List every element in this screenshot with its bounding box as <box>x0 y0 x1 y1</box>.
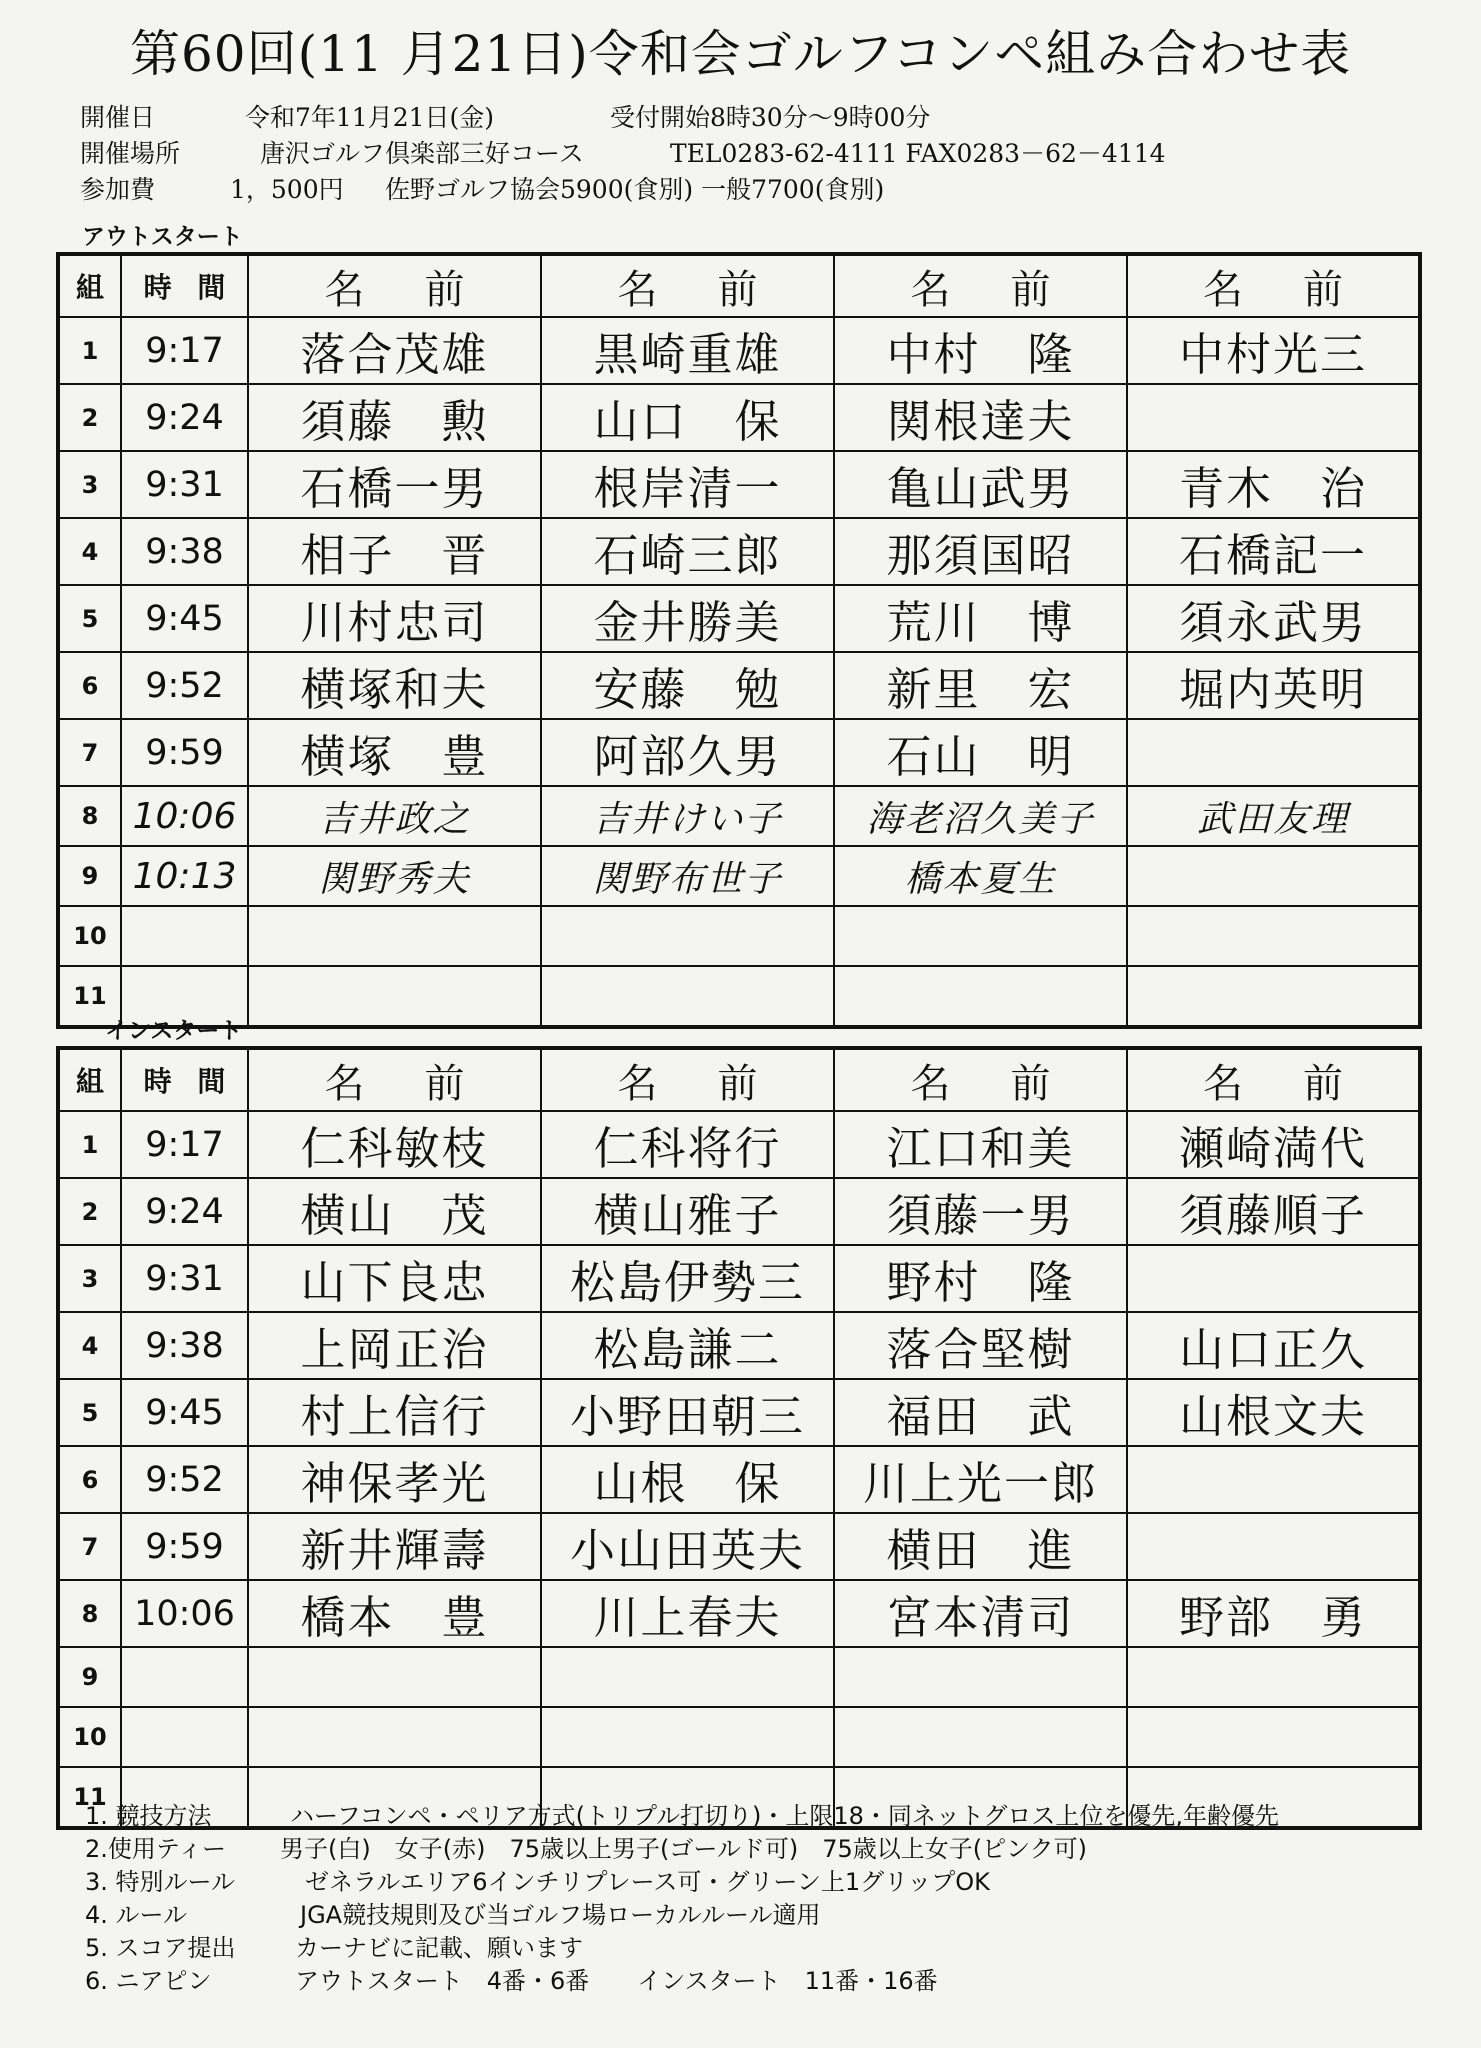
info-extra: 受付開始8時30分～9時00分 <box>610 103 931 132</box>
tee-time: 10:06 <box>121 786 248 846</box>
player-name: 横山雅子 <box>541 1178 834 1245</box>
player-name: 仁科敏枝 <box>248 1111 541 1178</box>
document-title: 第60回(11 月21日)令和会ゴルフコンペ組み合わせ表 <box>130 25 1352 83</box>
player-name: 中村光三 <box>1127 317 1420 384</box>
player-name: 仁科将行 <box>541 1111 834 1178</box>
player-name <box>1127 384 1420 451</box>
player-name: 瀬崎満代 <box>1127 1111 1420 1178</box>
player-name: 荒川 博 <box>834 585 1127 652</box>
table-row <box>58 719 1420 786</box>
table-row <box>58 1312 1420 1379</box>
header-time: 時 間 <box>121 254 248 317</box>
table-row <box>58 1446 1420 1513</box>
player-name: 根岸清一 <box>541 451 834 518</box>
player-name <box>248 1707 541 1767</box>
tee-time: 9:38 <box>121 518 248 585</box>
group-number: 5 <box>58 1379 121 1446</box>
player-name: 海老沼久美子 <box>834 786 1127 846</box>
player-name: 上岡正治 <box>248 1312 541 1379</box>
group-number: 6 <box>58 1446 121 1513</box>
player-name <box>834 1647 1127 1707</box>
table-row <box>58 786 1420 846</box>
player-name: 福田 武 <box>834 1379 1127 1446</box>
note-text: JGA競技規則及び当ゴルフ場ローカルルール適用 <box>300 1901 821 1929</box>
player-name: 須藤一男 <box>834 1178 1127 1245</box>
player-name <box>1127 1513 1420 1580</box>
player-name: 那須国昭 <box>834 518 1127 585</box>
player-name: 須永武男 <box>1127 585 1420 652</box>
tee-time: 9:38 <box>121 1312 248 1379</box>
group-number: 7 <box>58 1513 121 1580</box>
player-name: 山根文夫 <box>1127 1379 1420 1446</box>
player-name: 関根達夫 <box>834 384 1127 451</box>
player-name: 山口 保 <box>541 384 834 451</box>
table-row <box>58 585 1420 652</box>
note-text: アウトスタート 4番・6番 インスタート 11番・16番 <box>295 1967 938 1995</box>
group-number: 10 <box>58 906 121 966</box>
player-name: 黒崎重雄 <box>541 317 834 384</box>
player-name <box>834 1707 1127 1767</box>
player-name: 吉井けい子 <box>541 786 834 846</box>
player-name <box>1127 1707 1420 1767</box>
player-name <box>1127 719 1420 786</box>
tee-time: 9:17 <box>121 1111 248 1178</box>
player-name: 新井輝壽 <box>248 1513 541 1580</box>
table-row <box>58 518 1420 585</box>
player-name: 関野秀夫 <box>248 846 541 906</box>
header-time: 時 間 <box>121 1048 248 1111</box>
tee-time: 9:59 <box>121 1513 248 1580</box>
player-name <box>248 966 541 1027</box>
note-text: ハーフコンペ・ペリア方式(トリプル打切り)・上限18・同ネットグロス上位を優先,年齢優先 <box>290 1802 1280 1830</box>
group-number: 11 <box>58 966 121 1027</box>
tee-time <box>121 1647 248 1707</box>
group-number: 8 <box>58 786 121 846</box>
group-number: 10 <box>58 1707 121 1767</box>
group-number: 1 <box>58 317 121 384</box>
table-row <box>58 966 1420 1027</box>
player-name: 石橋記一 <box>1127 518 1420 585</box>
note-label: 3. 特別ルール <box>85 1868 236 1896</box>
note-label: 1. 競技方法 <box>85 1802 212 1830</box>
table-row <box>58 1707 1420 1767</box>
player-name: 新里 宏 <box>834 652 1127 719</box>
player-name <box>541 966 834 1027</box>
group-number: 2 <box>58 1178 121 1245</box>
table-row <box>58 1111 1420 1178</box>
player-name: 川村忠司 <box>248 585 541 652</box>
player-name <box>834 906 1127 966</box>
player-name: 松島謙二 <box>541 1312 834 1379</box>
table-row <box>58 846 1420 906</box>
group-number: 3 <box>58 1245 121 1312</box>
group-number: 4 <box>58 1312 121 1379</box>
table-row <box>58 317 1420 384</box>
player-name: 吉井政之 <box>248 786 541 846</box>
player-name <box>1127 1647 1420 1707</box>
player-name <box>1127 966 1420 1027</box>
tee-time: 9:24 <box>121 384 248 451</box>
header-name: 名前 <box>541 254 834 317</box>
player-name <box>541 1707 834 1767</box>
info-label: 参加費 <box>80 175 156 204</box>
player-name: 石橋一男 <box>248 451 541 518</box>
group-number: 3 <box>58 451 121 518</box>
header-name: 名前 <box>1127 1048 1420 1111</box>
table-row <box>58 906 1420 966</box>
player-name: 横塚 豊 <box>248 719 541 786</box>
note-label: 2.使用ティー <box>85 1835 226 1863</box>
player-name: 橋本夏生 <box>834 846 1127 906</box>
header-name: 名前 <box>541 1048 834 1111</box>
player-name: 石崎三郎 <box>541 518 834 585</box>
player-name: 松島伊勢三 <box>541 1245 834 1312</box>
player-name: 小山田英夫 <box>541 1513 834 1580</box>
player-name: 神保孝光 <box>248 1446 541 1513</box>
player-name: 武田友理 <box>1127 786 1420 846</box>
player-name: 山口正久 <box>1127 1312 1420 1379</box>
player-name: 山下良忠 <box>248 1245 541 1312</box>
player-name: 中村 隆 <box>834 317 1127 384</box>
tee-time: 9:52 <box>121 652 248 719</box>
tee-time: 10:13 <box>121 846 248 906</box>
player-name <box>248 906 541 966</box>
player-name: 石山 明 <box>834 719 1127 786</box>
out-start-table <box>56 252 1422 1029</box>
info-label: 開催日 <box>80 103 156 132</box>
player-name: 川上光一郎 <box>834 1446 1127 1513</box>
note-label: 5. スコア提出 <box>85 1934 236 1962</box>
player-name <box>1127 1245 1420 1312</box>
group-number: 5 <box>58 585 121 652</box>
tee-time: 10:06 <box>121 1580 248 1647</box>
player-name <box>541 906 834 966</box>
group-number: 4 <box>58 518 121 585</box>
header-name: 名前 <box>834 1048 1127 1111</box>
tee-time <box>121 906 248 966</box>
header-name: 名前 <box>1127 254 1420 317</box>
in-start-table <box>56 1046 1422 1830</box>
player-name: 横田 進 <box>834 1513 1127 1580</box>
player-name: 横山 茂 <box>248 1178 541 1245</box>
table-row <box>58 1647 1420 1707</box>
group-number: 1 <box>58 1111 121 1178</box>
tee-time: 9:17 <box>121 317 248 384</box>
player-name: 山根 保 <box>541 1446 834 1513</box>
player-name: 堀内英明 <box>1127 652 1420 719</box>
info-label: 開催場所 <box>80 139 181 168</box>
note-text: ゼネラルエリア6インチリプレース可・グリーン上1グリップOK <box>305 1868 990 1896</box>
player-name: 小野田朝三 <box>541 1379 834 1446</box>
player-name: 亀山武男 <box>834 451 1127 518</box>
note-text: カーナビに記載、願います <box>295 1934 583 1962</box>
player-name: 野部 勇 <box>1127 1580 1420 1647</box>
group-number: 8 <box>58 1580 121 1647</box>
tee-time: 9:24 <box>121 1178 248 1245</box>
tee-time: 9:59 <box>121 719 248 786</box>
info-extra: 佐野ゴルフ協会5900(食別) 一般7700(食別) <box>385 175 885 204</box>
table-row <box>58 384 1420 451</box>
player-name: 宮本清司 <box>834 1580 1127 1647</box>
group-number: 6 <box>58 652 121 719</box>
tee-time: 9:45 <box>121 1379 248 1446</box>
player-name: 阿部久男 <box>541 719 834 786</box>
player-name <box>834 966 1127 1027</box>
player-name: 須藤順子 <box>1127 1178 1420 1245</box>
out-start-label: アウトスタート <box>82 224 243 250</box>
table-row <box>58 1513 1420 1580</box>
table-row <box>58 451 1420 518</box>
table-row <box>58 1580 1420 1647</box>
group-number: 2 <box>58 384 121 451</box>
player-name: 横塚和夫 <box>248 652 541 719</box>
info-extra: TEL0283-62-4111 FAX0283－62－4114 <box>670 139 1166 168</box>
tee-time: 9:31 <box>121 451 248 518</box>
table-row <box>58 1178 1420 1245</box>
player-name: 須藤 勲 <box>248 384 541 451</box>
group-number: 9 <box>58 1647 121 1707</box>
header-group: 組 <box>58 254 121 317</box>
player-name <box>1127 1446 1420 1513</box>
header-name: 名前 <box>248 254 541 317</box>
player-name: 野村 隆 <box>834 1245 1127 1312</box>
tee-time: 9:31 <box>121 1245 248 1312</box>
header-group: 組 <box>58 1048 121 1111</box>
player-name: 村上信行 <box>248 1379 541 1446</box>
player-name: 落合堅樹 <box>834 1312 1127 1379</box>
player-name <box>541 1647 834 1707</box>
player-name: 金井勝美 <box>541 585 834 652</box>
note-label: 4. ルール <box>85 1901 188 1929</box>
info-value: 1，500円 <box>230 175 344 204</box>
player-name: 橋本 豊 <box>248 1580 541 1647</box>
group-number: 9 <box>58 846 121 906</box>
in-start-label: インスタート <box>105 1018 243 1044</box>
tee-time: 9:45 <box>121 585 248 652</box>
group-number: 11 <box>58 1767 121 1828</box>
group-number: 7 <box>58 719 121 786</box>
player-name <box>1127 906 1420 966</box>
player-name: 安藤 勉 <box>541 652 834 719</box>
player-name <box>1127 846 1420 906</box>
player-name: 川上春夫 <box>541 1580 834 1647</box>
info-value: 唐沢ゴルフ倶楽部三好コース <box>260 139 584 168</box>
info-value: 令和7年11月21日(金) <box>245 103 495 132</box>
player-name: 青木 治 <box>1127 451 1420 518</box>
table-row <box>58 1245 1420 1312</box>
player-name: 落合茂雄 <box>248 317 541 384</box>
note-text: 男子(白) 女子(赤) 75歳以上男子(ゴールド可) 75歳以上女子(ピンク可) <box>280 1835 1088 1863</box>
table-row <box>58 1379 1420 1446</box>
table-row <box>58 652 1420 719</box>
note-label: 6. ニアピン <box>85 1967 212 1995</box>
player-name: 江口和美 <box>834 1111 1127 1178</box>
player-name <box>248 1647 541 1707</box>
player-name: 関野布世子 <box>541 846 834 906</box>
tee-time <box>121 1707 248 1767</box>
header-name: 名前 <box>834 254 1127 317</box>
header-name: 名前 <box>248 1048 541 1111</box>
player-name: 相子 晋 <box>248 518 541 585</box>
tee-time: 9:52 <box>121 1446 248 1513</box>
